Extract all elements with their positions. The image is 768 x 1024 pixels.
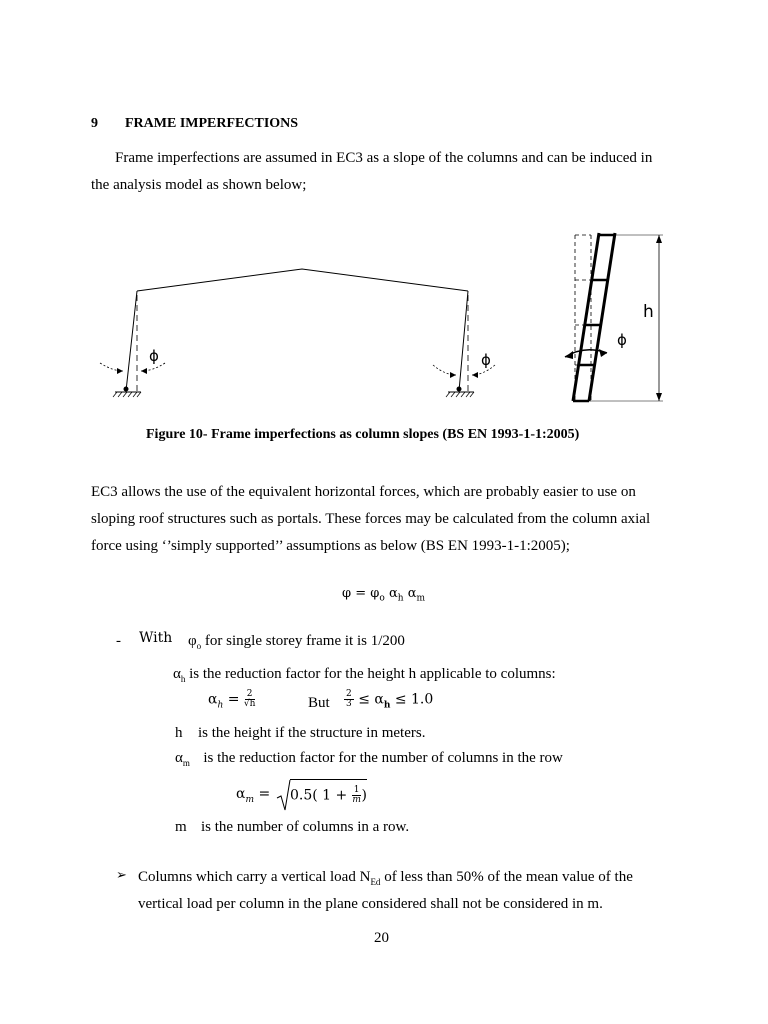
bullet-sub: Ed [370, 877, 381, 887]
alpha-m-line [175, 745, 563, 777]
am-close: ) [361, 787, 367, 804]
alpha-h-text: is the reduction factor for the height h applicable to columns: [189, 666, 556, 682]
section-title: FRAME IMPERFECTIONS [125, 116, 299, 131]
but-num: 2 [346, 689, 352, 699]
section-number: 9 [91, 116, 98, 131]
phi0-sub: o [196, 641, 202, 651]
body-line-2: sloping roof structures such as portals. These forces may be calculated from the column axial [91, 511, 651, 527]
alpha-m-text: is the reduction factor for the number of columns in the row [203, 750, 563, 766]
list-dash: - [116, 633, 121, 649]
m-text: is the number of columns in a row. [201, 819, 410, 835]
am-num: 1 [353, 785, 360, 795]
intro-line-1: Frame imperfections are assumed in EC3 as a slope of the columns and can be induced in [115, 150, 653, 166]
h-label: h [175, 725, 183, 741]
am-den: m [352, 795, 361, 805]
page-number: 20 [374, 930, 389, 946]
phi0-text: for single storey frame it is 1/200 [204, 633, 405, 649]
phi0-line [188, 628, 405, 660]
am-body: 0.5( 1 + [290, 787, 348, 804]
alpha-h-formula [208, 690, 255, 710]
eq-alpha-m: α [407, 586, 417, 601]
but-label: But [308, 695, 330, 711]
eq-alpha-m-sub: m [416, 593, 426, 604]
phi-label-left: ϕ [149, 347, 159, 365]
ah-eq: = [227, 691, 240, 708]
ah-den: √h [243, 699, 256, 709]
am-fraction [352, 786, 362, 805]
bullet-line-2: vertical load per column in the plane considered shall not be considered in m. [138, 896, 603, 912]
bullet-line-1b: of less than 50% of the mean value of the [384, 869, 633, 885]
alpha-h-sub: h [180, 674, 186, 684]
alpha-h-line [173, 661, 556, 693]
ah-lhs-sub: h [217, 700, 224, 711]
eq-phi: φ [342, 586, 352, 601]
eq-alpha-h-sub: h [397, 593, 404, 604]
but-sub: h [383, 700, 391, 711]
but-rest: ≤ α [358, 691, 384, 708]
h-text: is the height if the structure in meters. [198, 725, 426, 741]
eq-alpha-h: α [388, 586, 398, 601]
body-line-1: EC3 allows the use of the equivalent horizontal forces, which are probably easier to use on [91, 484, 636, 500]
but-den: 3 [346, 699, 352, 709]
phi0-symbol: φ [188, 633, 197, 649]
ah-lhs: α [208, 691, 218, 708]
eq-phi0: φ [370, 586, 380, 601]
am-eq: = [258, 786, 271, 802]
phi-label-right: ϕ [481, 351, 491, 369]
but-formula [344, 690, 433, 710]
eq-equals: = [355, 586, 367, 601]
alpha-m-sub: m [182, 758, 190, 768]
but-rest2: ≤ 1.0 [394, 691, 434, 708]
ah-num: 2 [246, 689, 253, 699]
multistorey-column-figure [555, 225, 675, 405]
but-fraction [344, 690, 354, 709]
height-label: h [643, 302, 654, 322]
bullet-arrow-icon: ➢ [116, 868, 127, 883]
bullet-line-1a: Columns which carry a vertical load N [138, 869, 371, 885]
am-lhs-sub: m [245, 794, 255, 805]
am-lhs: α [236, 786, 246, 802]
portal-frame-figure [95, 255, 515, 405]
ah-fraction [244, 690, 256, 709]
eq-phi0-sub: o [379, 593, 385, 604]
figure-caption: Figure 10- Frame imperfections as column slopes (BS EN 1993-1-1:2005) [146, 427, 580, 442]
m-label: m [175, 819, 187, 835]
phi-label-column: ϕ [617, 331, 627, 349]
with-label: With [139, 630, 173, 646]
section-heading [91, 116, 298, 132]
intro-line-2: the analysis model as shown below; [91, 177, 307, 193]
alpha-m-formula [236, 786, 270, 805]
am-radicand [290, 779, 367, 805]
alpha-h-symbol: α [173, 666, 181, 682]
body-line-3: force using ‘’simply supported’’ assumptions as below (BS EN 1993-1-1:2005); [91, 538, 570, 554]
alpha-m-symbol: α [175, 750, 183, 766]
phi-equation [342, 586, 425, 604]
